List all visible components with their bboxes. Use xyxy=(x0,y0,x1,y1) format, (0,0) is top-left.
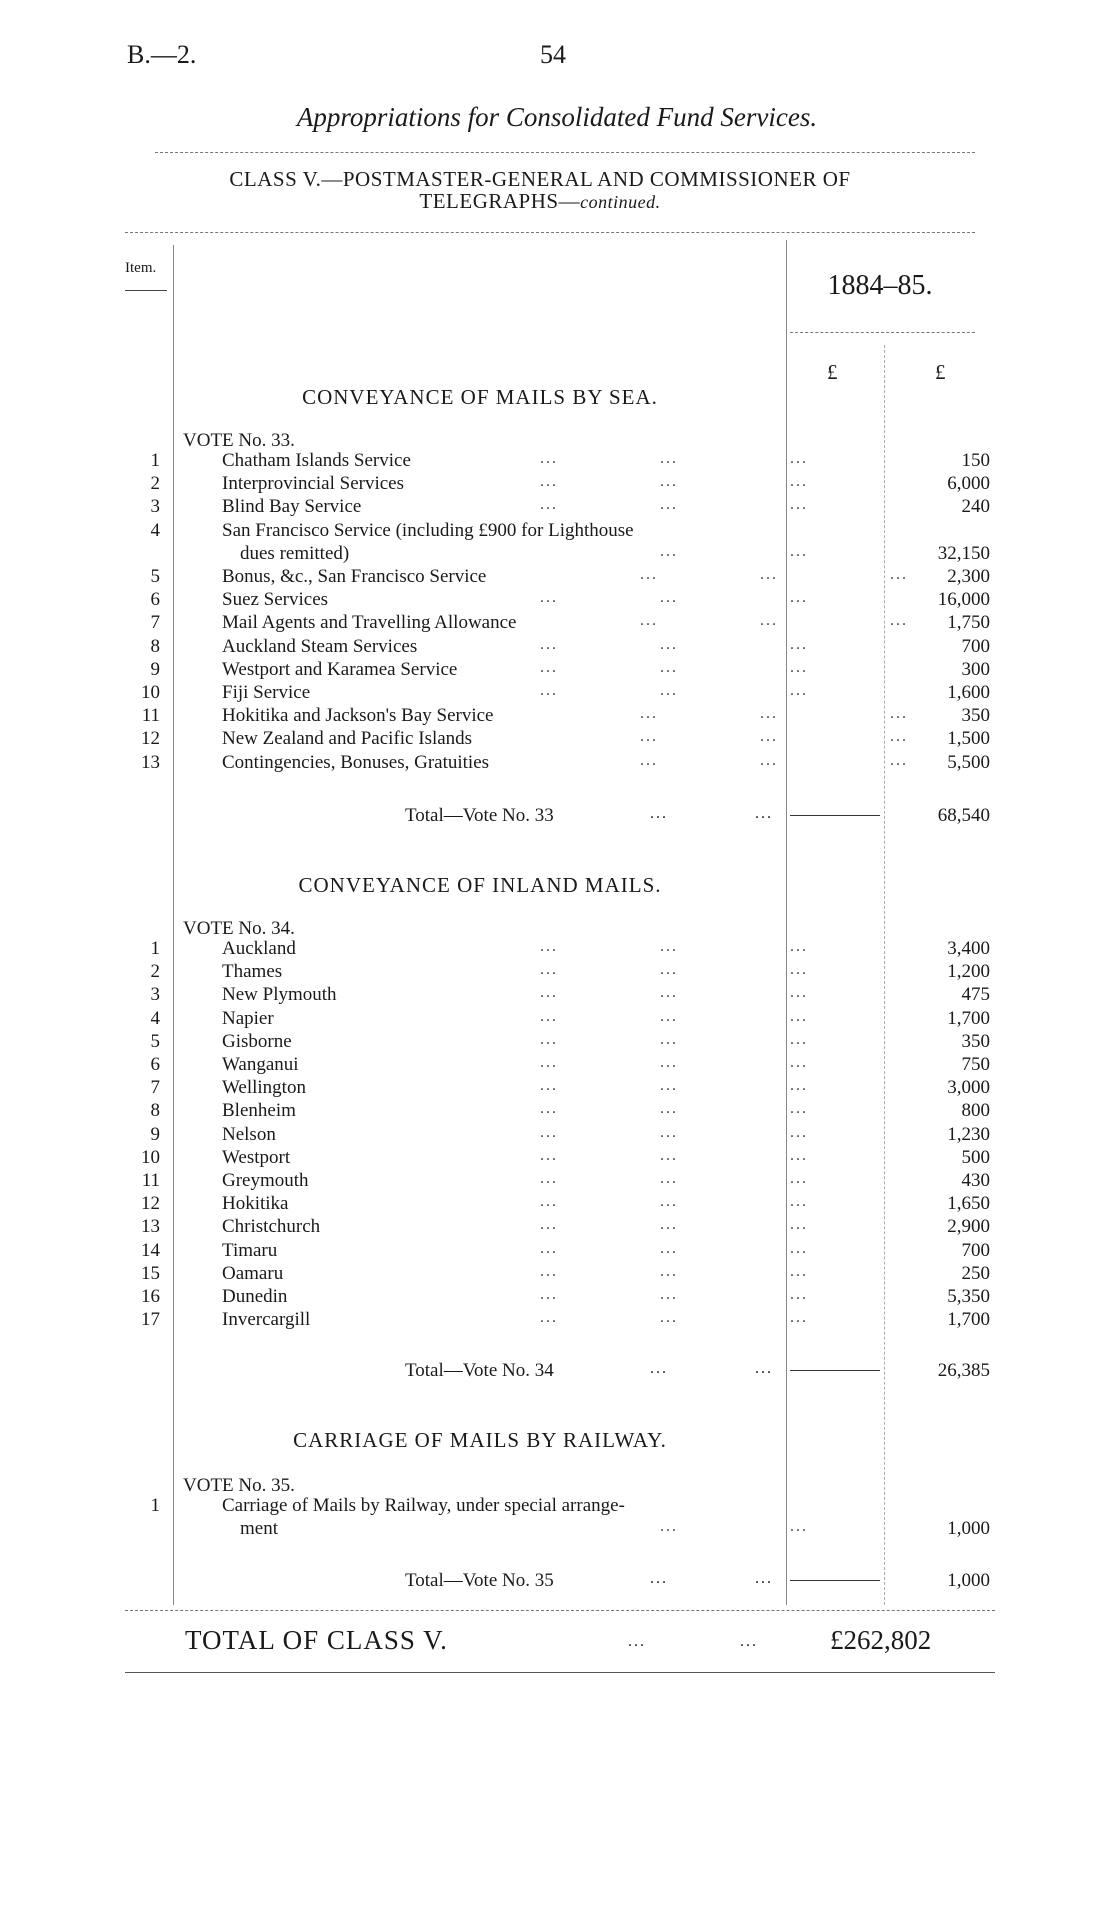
item-description: New Plymouth xyxy=(222,984,337,1006)
item-amount: 3,400 xyxy=(947,938,990,959)
vote-35-total-line xyxy=(790,1580,880,1581)
vote-34-label: VOTE No. 34. xyxy=(183,918,295,939)
leader-dot-group: ... xyxy=(540,1007,558,1025)
leader-dot-group: ... xyxy=(540,1193,558,1211)
leader-dot-group: ... xyxy=(660,1054,678,1071)
leader-dot-group: ... xyxy=(760,728,778,746)
table-row xyxy=(120,519,990,564)
item-amount: 700 xyxy=(961,635,990,657)
item-amount: 5,500 xyxy=(947,751,990,773)
section-heading-inland: CONVEYANCE OF INLAND MAILS. xyxy=(298,873,662,897)
leader-dot-group: ... xyxy=(660,1030,678,1048)
leader-dot-group: ... xyxy=(540,1123,558,1141)
leader-dot-group: ... xyxy=(790,1239,808,1257)
item-description: Christchurch xyxy=(222,1216,321,1238)
item-number: 15 xyxy=(141,1262,160,1284)
item-amount: 5,350 xyxy=(947,1286,990,1307)
leader-dot-group: ... xyxy=(790,496,808,514)
item-description: Fiji Service xyxy=(222,682,311,703)
item-description: Blind Bay Service xyxy=(222,496,362,518)
vote-33-total-dots: ... xyxy=(650,805,668,822)
item-amount: 250 xyxy=(961,1262,990,1284)
leader-dot-group: ... xyxy=(540,1286,558,1303)
leader-dot-group: ... xyxy=(660,961,678,979)
leader-dot-group: ... xyxy=(660,1262,678,1280)
leader-dot-group: ... xyxy=(790,635,808,653)
vote-33-total-label: Total—Vote No. 33 xyxy=(405,805,554,826)
item-number: 9 xyxy=(150,1123,160,1145)
item-number: 9 xyxy=(150,658,160,680)
leader-dot-group: ... xyxy=(790,473,808,491)
leader-dot-group: ... xyxy=(760,751,778,769)
leader-dot-group: ... xyxy=(790,450,808,467)
table-row xyxy=(120,1007,990,1031)
item-description: Wanganui xyxy=(222,1054,299,1075)
item-description: Gisborne xyxy=(222,1030,292,1052)
item-description: Thames xyxy=(222,961,283,983)
item-number: 2 xyxy=(150,961,160,983)
leader-dot-group: ... xyxy=(540,961,558,979)
leader-dot-group: ... xyxy=(660,1123,678,1141)
grand-total-label: TOTAL OF CLASS V. xyxy=(185,1625,448,1655)
item-number: 14 xyxy=(141,1239,160,1261)
item-number: 6 xyxy=(150,589,160,611)
leader-dot-group: ... xyxy=(540,1170,558,1187)
leader-dot-group: ... xyxy=(760,566,778,583)
page-number: 54 xyxy=(540,40,566,69)
item-description: Nelson xyxy=(222,1123,276,1145)
leader-dot-group: ... xyxy=(660,984,678,1002)
item-description: Hokitika and Jackson's Bay Service xyxy=(222,705,494,727)
leader-dot-group: ... xyxy=(660,542,678,560)
year-underline xyxy=(790,332,975,333)
leader-dot-group: ... xyxy=(790,1100,808,1118)
item-description: Westport and Karamea Service xyxy=(222,658,458,680)
item-amount: 800 xyxy=(961,1100,990,1122)
leader-dot-group: ... xyxy=(790,682,808,699)
vote-34-total-label: Total—Vote No. 34 xyxy=(405,1360,554,1381)
leader-dot-group: ... xyxy=(540,1262,558,1280)
leader-dot-group: ... xyxy=(790,1518,808,1536)
item-number: 13 xyxy=(141,751,160,773)
item-amount: 2,900 xyxy=(947,1216,990,1238)
item-description: Chatham Islands Service xyxy=(222,450,411,471)
item-amount: 300 xyxy=(961,658,990,680)
table-row xyxy=(120,1262,990,1286)
leader-dot-group: ... xyxy=(790,984,808,1002)
section-heading-sea: CONVEYANCE OF MAILS BY SEA. xyxy=(302,385,658,409)
leader-dot-group: ... xyxy=(540,1030,558,1048)
item-description: Bonus, &c., San Francisco Service xyxy=(222,566,487,587)
item-number: 11 xyxy=(141,705,160,727)
leader-dot-group: ... xyxy=(790,1123,808,1141)
leader-dot-group: ... xyxy=(660,1239,678,1257)
item-amount: 1,700 xyxy=(947,1309,990,1331)
grand-total-amount: £262,802 xyxy=(830,1625,932,1655)
item-number: 12 xyxy=(141,1193,160,1215)
vote-34-total-line xyxy=(790,1370,880,1371)
vote-33-total-line xyxy=(790,815,880,816)
item-description: Contingencies, Bonuses, Gratuities xyxy=(222,751,490,773)
leader-dot-group: ... xyxy=(760,705,778,723)
class-title xyxy=(140,168,940,213)
table-row xyxy=(120,728,990,751)
leader-dot-group: ... xyxy=(660,589,678,607)
table-row xyxy=(120,1309,990,1332)
leader-dot-group: ... xyxy=(660,1146,678,1164)
item-description: Napier xyxy=(222,1007,274,1029)
leader-dot-group: ... xyxy=(540,635,558,653)
vote-33-total-amount: 68,540 xyxy=(937,805,990,826)
item-amount: 1,230 xyxy=(947,1123,990,1145)
item-amount: 150 xyxy=(961,450,990,471)
item-number: 5 xyxy=(150,1030,160,1052)
leader-dot-group: ... xyxy=(790,1193,808,1211)
leader-dot-group: ... xyxy=(660,1216,678,1234)
leader-dot-group: ... xyxy=(790,1216,808,1234)
table-row xyxy=(120,682,990,705)
item-number: 7 xyxy=(150,612,160,634)
item-description: Carriage of Mails by Railway, under special arrange- xyxy=(222,1495,625,1516)
page-subtitle: Appropriations for Consolidated Fund Services. xyxy=(296,102,818,132)
leader-dot-group: ... xyxy=(540,682,558,699)
item-amount: 1,200 xyxy=(947,961,990,983)
leader-dot-group: ... xyxy=(660,938,678,955)
leader-dot-group: ... xyxy=(540,1077,558,1095)
leader-dot-group: ... xyxy=(790,938,808,955)
leader-dot-group: ... xyxy=(660,473,678,491)
class-title-line1: CLASS V.—POSTMASTER-GENERAL AND COMMISSIONER OF xyxy=(229,167,851,191)
leader-dot-group: ... xyxy=(660,658,678,676)
table-row xyxy=(120,1193,990,1216)
item-description: Auckland Steam Services xyxy=(222,635,418,657)
item-amount: 350 xyxy=(961,705,990,727)
item-number: 7 xyxy=(150,1077,160,1099)
leader-dot-group: ... xyxy=(540,589,558,607)
item-amount: 475 xyxy=(961,984,990,1006)
top-divider xyxy=(155,152,975,153)
item-number: 6 xyxy=(150,1054,160,1075)
table-row xyxy=(120,612,990,635)
item-amount: 750 xyxy=(961,1054,990,1075)
table-row xyxy=(120,961,990,984)
item-amount: 500 xyxy=(961,1146,990,1168)
vote-35-total-dots-2: ... xyxy=(755,1570,773,1587)
item-amount: 1,700 xyxy=(947,1007,990,1029)
leader-dot-group: ... xyxy=(640,566,658,583)
leader-dot-group: ... xyxy=(660,1193,678,1211)
table-row xyxy=(120,1030,990,1054)
item-number: 1 xyxy=(150,938,160,959)
leader-dot-group: ... xyxy=(790,961,808,979)
leader-dot-group: ... xyxy=(640,728,658,746)
item-description: Interprovincial Services xyxy=(222,473,405,495)
leader-dot-group: ... xyxy=(760,612,778,630)
leader-dot-group: ... xyxy=(540,1239,558,1257)
leader-dot-group: ... xyxy=(790,658,808,676)
table-row xyxy=(120,1054,990,1077)
item-column-header: Item. xyxy=(125,260,157,276)
item-amount: 430 xyxy=(961,1170,990,1191)
class-title-line2: TELEGRAPHS—continued. xyxy=(419,189,661,213)
vote-35-total-amount: 1,000 xyxy=(947,1570,990,1591)
item-description: Mail Agents and Travelling Allowance xyxy=(222,612,517,634)
item-number: 8 xyxy=(150,635,160,657)
vote-34-total-amount: 26,385 xyxy=(937,1360,990,1381)
item-description: Oamaru xyxy=(222,1262,284,1284)
item-number: 12 xyxy=(141,728,160,750)
item-number: 4 xyxy=(150,519,160,541)
leader-dot-group: ... xyxy=(540,1146,558,1164)
item-amount: 6,000 xyxy=(947,473,990,495)
leader-dot-group: ... xyxy=(790,1309,808,1327)
leader-dot-group: ... xyxy=(640,751,658,769)
item-number: 17 xyxy=(141,1309,160,1331)
leader-dot-group: ... xyxy=(540,984,558,1002)
leader-dot-group: ... xyxy=(790,1054,808,1071)
item-description: Wellington xyxy=(222,1077,306,1099)
item-description-continued: dues remitted) xyxy=(240,542,350,564)
vote-35-total-label: Total—Vote No. 35 xyxy=(405,1570,554,1591)
leader-dot-group: ... xyxy=(540,938,558,955)
leader-dot-group: ... xyxy=(540,1100,558,1118)
item-description: Dunedin xyxy=(222,1286,288,1307)
item-amount: 1,650 xyxy=(947,1193,990,1215)
vote-35-label: VOTE No. 35. xyxy=(183,1475,295,1496)
vote-35-total-dots: ... xyxy=(650,1570,668,1587)
table-row xyxy=(120,984,990,1007)
pound-symbol-col1: £ xyxy=(827,360,838,384)
item-number: 2 xyxy=(150,473,160,495)
leader-dot-group: ... xyxy=(660,1518,678,1536)
continued-label: continued. xyxy=(580,192,661,212)
table-row xyxy=(120,473,990,496)
grand-total-top-rule xyxy=(125,1610,995,1611)
item-number: 10 xyxy=(141,682,160,703)
table-row xyxy=(120,751,990,775)
leader-dot-group: ... xyxy=(540,473,558,491)
item-amount: 1,000 xyxy=(947,1518,990,1540)
leader-dot-group: ... xyxy=(660,1007,678,1025)
table-row xyxy=(120,566,990,589)
table-row xyxy=(120,1495,990,1540)
year-column-header: 1884–85. xyxy=(827,270,933,301)
table-row xyxy=(120,1170,990,1193)
item-number: 13 xyxy=(141,1216,160,1238)
table-row xyxy=(120,1100,990,1123)
leader-dot-group: ... xyxy=(660,1077,678,1095)
item-number: 11 xyxy=(141,1170,160,1191)
leader-dot-group: ... xyxy=(790,1170,808,1187)
item-number: 8 xyxy=(150,1100,160,1122)
leader-dot-group: ... xyxy=(790,1146,808,1164)
item-number: 5 xyxy=(150,566,160,587)
vote-33-total-dots-2: ... xyxy=(755,805,773,822)
table-row xyxy=(120,658,990,682)
item-number: 4 xyxy=(150,1007,160,1029)
detail-column-rule xyxy=(786,240,787,1605)
grand-total-dots: ... xyxy=(628,1633,646,1650)
item-amount: 240 xyxy=(961,496,990,518)
table-row xyxy=(120,635,990,659)
table-row xyxy=(120,496,990,519)
item-number: 1 xyxy=(150,1495,160,1516)
leader-dot-group: ... xyxy=(890,705,908,723)
item-amount: 1,500 xyxy=(947,728,990,750)
leader-dot-group: ... xyxy=(890,751,908,769)
item-number: 1 xyxy=(150,450,160,471)
item-number: 3 xyxy=(150,984,160,1006)
grand-total-dots-2: ... xyxy=(740,1633,758,1650)
table-row xyxy=(120,1146,990,1170)
section-heading-railway: CARRIAGE OF MAILS BY RAILWAY. xyxy=(293,1428,667,1452)
item-amount: 16,000 xyxy=(937,589,990,611)
table-row xyxy=(120,705,990,728)
leader-dot-group: ... xyxy=(640,705,658,723)
item-description-continued: ment xyxy=(240,1518,278,1540)
item-description: Greymouth xyxy=(222,1170,309,1191)
table-row xyxy=(120,589,990,612)
table-row xyxy=(120,1239,990,1263)
leader-dot-group: ... xyxy=(660,682,678,699)
item-description: Auckland xyxy=(222,938,296,959)
item-description: Suez Services xyxy=(222,589,329,611)
item-description: Westport xyxy=(222,1146,291,1168)
item-description: Invercargill xyxy=(222,1309,311,1331)
item-description: Hokitika xyxy=(222,1193,289,1215)
table-row xyxy=(120,1286,990,1309)
table-row xyxy=(120,1123,990,1147)
item-description: Blenheim xyxy=(222,1100,296,1122)
vote-34-total-dots-2: ... xyxy=(755,1360,773,1377)
leader-dot-group: ... xyxy=(790,1007,808,1025)
item-number: 10 xyxy=(141,1146,160,1168)
table-row xyxy=(120,450,990,473)
leader-dot-group: ... xyxy=(790,1030,808,1048)
leader-dot-group: ... xyxy=(790,1286,808,1303)
leader-dot-group: ... xyxy=(660,1100,678,1118)
leader-dot-group: ... xyxy=(890,566,908,583)
leader-dot-group: ... xyxy=(540,450,558,467)
leader-dot-group: ... xyxy=(540,496,558,514)
leader-dot-group: ... xyxy=(890,612,908,630)
leader-dot-group: ... xyxy=(660,1309,678,1327)
leader-dot-group: ... xyxy=(540,1216,558,1234)
item-description: San Francisco Service (including £900 for Lighthouse xyxy=(222,519,634,541)
item-description: Timaru xyxy=(222,1239,278,1261)
leader-dot-group: ... xyxy=(790,1262,808,1280)
leader-dot-group: ... xyxy=(790,542,808,560)
table-row xyxy=(120,1216,990,1239)
leader-dot-group: ... xyxy=(660,450,678,467)
pound-symbol-col2: £ xyxy=(935,360,946,384)
item-amount: 2,300 xyxy=(947,566,990,587)
document-code: B.—2. xyxy=(127,40,197,69)
leader-dot-group: ... xyxy=(540,658,558,676)
vote-33-label: VOTE No. 33. xyxy=(183,430,295,451)
item-description: New Zealand and Pacific Islands xyxy=(222,728,473,750)
vote-34-total-dots: ... xyxy=(650,1360,668,1377)
left-column-rule xyxy=(173,245,174,1605)
leader-dot-group: ... xyxy=(890,728,908,746)
leader-dot-group: ... xyxy=(790,1077,808,1095)
leader-dot-group: ... xyxy=(660,1170,678,1187)
item-amount: 700 xyxy=(961,1239,990,1261)
header-divider xyxy=(125,232,975,233)
item-amount: 1,750 xyxy=(947,612,990,634)
item-amount: 1,600 xyxy=(947,682,990,703)
item-amount: 3,000 xyxy=(947,1077,990,1099)
leader-dot-group: ... xyxy=(540,1054,558,1071)
item-underline xyxy=(125,290,167,291)
item-number: 16 xyxy=(141,1286,160,1307)
leader-dot-group: ... xyxy=(660,496,678,514)
leader-dot-group: ... xyxy=(540,1309,558,1327)
total-column-rule xyxy=(884,345,885,1605)
table-row xyxy=(120,1077,990,1100)
leader-dot-group: ... xyxy=(640,612,658,630)
leader-dot-group: ... xyxy=(790,589,808,607)
leader-dot-group: ... xyxy=(660,1286,678,1303)
table-row xyxy=(120,938,990,961)
leader-dot-group: ... xyxy=(660,635,678,653)
item-amount: 32,150 xyxy=(937,542,990,564)
grand-total-bottom-rule xyxy=(125,1672,995,1673)
item-number: 3 xyxy=(150,496,160,518)
item-amount: 350 xyxy=(961,1030,990,1052)
